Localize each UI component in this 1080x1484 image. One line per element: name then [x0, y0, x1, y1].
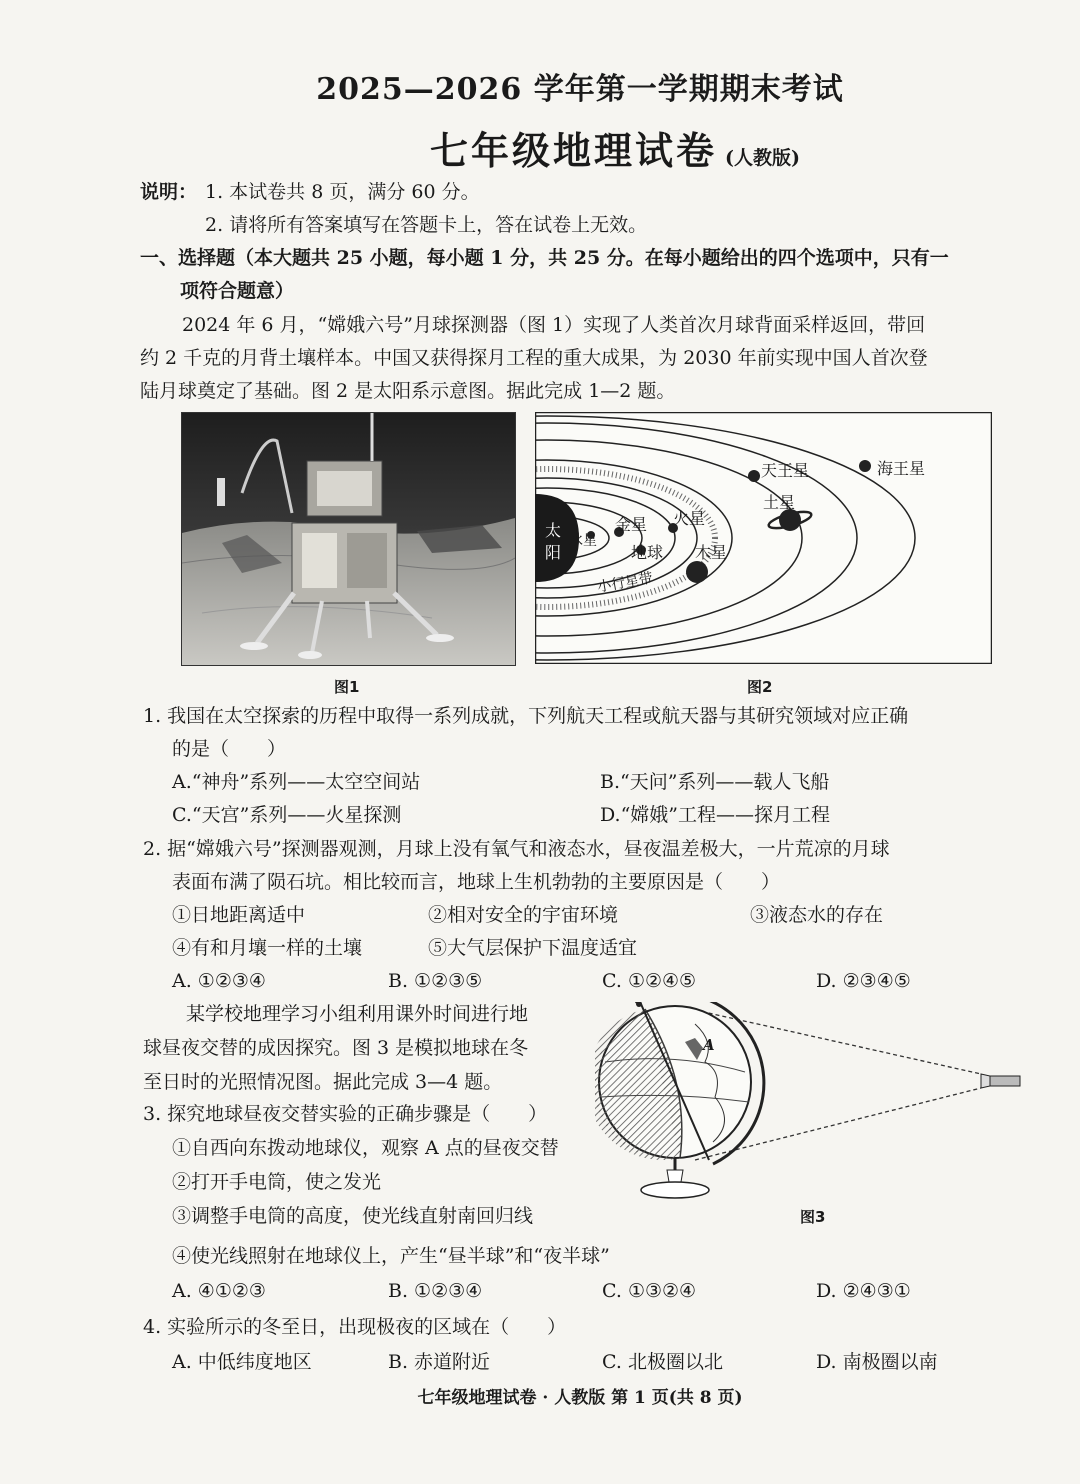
mercury-label: 水星	[569, 533, 597, 549]
q3-step-2: ②打开手电筒，使之发光	[172, 1171, 382, 1193]
figure1-caption: 图1	[334, 678, 360, 696]
q3-option-c[interactable]: C. ①③②④	[602, 1280, 697, 1302]
q3-step-1: ①自西向东拨动地球仪，观察 A 点的昼夜交替	[172, 1137, 559, 1159]
passage2-line2: 球昼夜交替的成因探究。图 3 是模拟地球在冬	[143, 1037, 529, 1059]
saturn-label: 土星	[763, 493, 796, 512]
q3-step-4: ④使光线照射在地球仪上，产生“昼半球”和“夜半球”	[172, 1245, 610, 1267]
globe-illustration	[595, 1002, 1025, 1202]
q3-stem: 3. 探究地球昼夜交替实验的正确步骤是（ ）	[143, 1103, 548, 1125]
edition-label: (人教版)	[725, 147, 800, 169]
venus-label: 金星	[615, 515, 648, 534]
sun-label-2: 阳	[545, 543, 562, 562]
q3-option-d[interactable]: D. ②④③①	[816, 1280, 911, 1302]
q1-option-c[interactable]: C.“天宫”系列——火星探测	[172, 804, 402, 826]
passage2-line3: 至日时的光照情况图。据此完成 3—4 题。	[143, 1071, 503, 1093]
point-a-label: A	[703, 1036, 715, 1054]
q2-option-b[interactable]: B. ①②③⑤	[388, 970, 483, 992]
q2-item-3: ③液态水的存在	[750, 904, 884, 926]
figure1-lander-photo	[181, 412, 516, 666]
q2-item-1: ①日地距离适中	[172, 904, 306, 926]
q4-option-d[interactable]: D. 南极圈以南	[816, 1351, 938, 1373]
section-heading-2: 项符合题意）	[180, 280, 295, 302]
asteroid-belt-label: 小行星带	[596, 570, 655, 596]
instruction-1: 1. 本试卷共 8 页，满分 60 分。	[205, 181, 480, 203]
q1-option-a[interactable]: A.“神舟”系列——太空空间站	[172, 771, 421, 793]
q2-option-a[interactable]: A. ①②③④	[172, 970, 266, 992]
q4-option-b[interactable]: B. 赤道附近	[388, 1351, 491, 1373]
q2-stem-line2: 表面布满了陨石坑。相比较而言，地球上生机勃勃的主要原因是（ ）	[172, 871, 781, 893]
q1-option-b[interactable]: B.“天问”系列——载人飞船	[600, 771, 830, 793]
uranus-label: 天王星	[761, 461, 810, 480]
q1-stem-line1: 1. 我国在太空探索的历程中取得一系列成就，下列航天工程或航天器与其研究领域对应正确	[143, 705, 909, 727]
q4-option-c[interactable]: C. 北极圈以北	[602, 1351, 723, 1373]
passage1-line2: 约 2 千克的月背土壤样本。中国又获得探月工程的重大成果，为 2030 年前实现中国人首次登	[140, 347, 928, 369]
q3-step-3: ③调整手电筒的高度，使光线直射南回归线	[172, 1205, 534, 1227]
q2-item-5: ⑤大气层保护下温度适宜	[428, 937, 638, 959]
q2-stem-line1: 2. 据“嫦娥六号”探测器观测，月球上没有氧气和液态水，昼夜温差极大，一片荒凉的月球	[143, 838, 890, 860]
q1-stem-line2: 的是（ ）	[172, 738, 287, 760]
jupiter-label: 木星	[695, 543, 728, 562]
solar-system-diagram	[535, 412, 992, 664]
q2-item-2: ②相对安全的宇宙环境	[428, 904, 619, 926]
lander-illustration	[182, 413, 515, 665]
figure3-globe-experiment	[595, 1002, 1025, 1202]
paper-title	[430, 120, 800, 175]
paper-title-text: 七年级地理试卷	[430, 128, 718, 173]
q2-option-d[interactable]: D. ②③④⑤	[816, 970, 911, 992]
passage1-line1: 2024 年 6 月，“嫦娥六号”月球探测器（图 1）实现了人类首次月球背面采样返回，带回	[182, 314, 926, 336]
sun-label-1: 太	[545, 521, 562, 540]
q4-option-a[interactable]: A. 中低纬度地区	[172, 1351, 312, 1373]
figure2-solar-system	[535, 412, 992, 664]
figure3-caption: 图3	[800, 1208, 826, 1226]
q3-option-b[interactable]: B. ①②③④	[388, 1280, 483, 1302]
q3-option-a[interactable]: A. ④①②③	[172, 1280, 266, 1302]
q1-option-d[interactable]: D.“嫦娥”工程——探月工程	[600, 804, 831, 826]
page-footer: 七年级地理试卷 · 人教版 第 1 页(共 8 页)	[417, 1388, 743, 1408]
instructions-label: 说明：	[140, 181, 198, 203]
instruction-2: 2. 请将所有答案填写在答题卡上，答在试卷上无效。	[205, 214, 648, 236]
passage1-line3: 陆月球奠定了基础。图 2 是太阳系示意图。据此完成 1—2 题。	[140, 380, 676, 402]
neptune-label: 海王星	[877, 459, 926, 478]
q2-option-c[interactable]: C. ①②④⑤	[602, 970, 697, 992]
q4-stem: 4. 实验所示的冬至日，出现极夜的区域在（ ）	[143, 1316, 567, 1338]
mars-label: 火星	[673, 509, 706, 528]
earth-label: 地球	[631, 543, 664, 562]
exam-title: 2025—2026 学年第一学期期末考试	[316, 72, 844, 107]
section-heading-1: 一、选择题（本大题共 25 小题，每小题 1 分，共 25 分。在每小题给出的四个选项中，只有一	[140, 247, 949, 269]
passage2-line1: 某学校地理学习小组利用课外时间进行地	[186, 1003, 529, 1025]
figure2-caption: 图2	[747, 678, 773, 696]
q2-item-4: ④有和月壤一样的土壤	[172, 937, 363, 959]
